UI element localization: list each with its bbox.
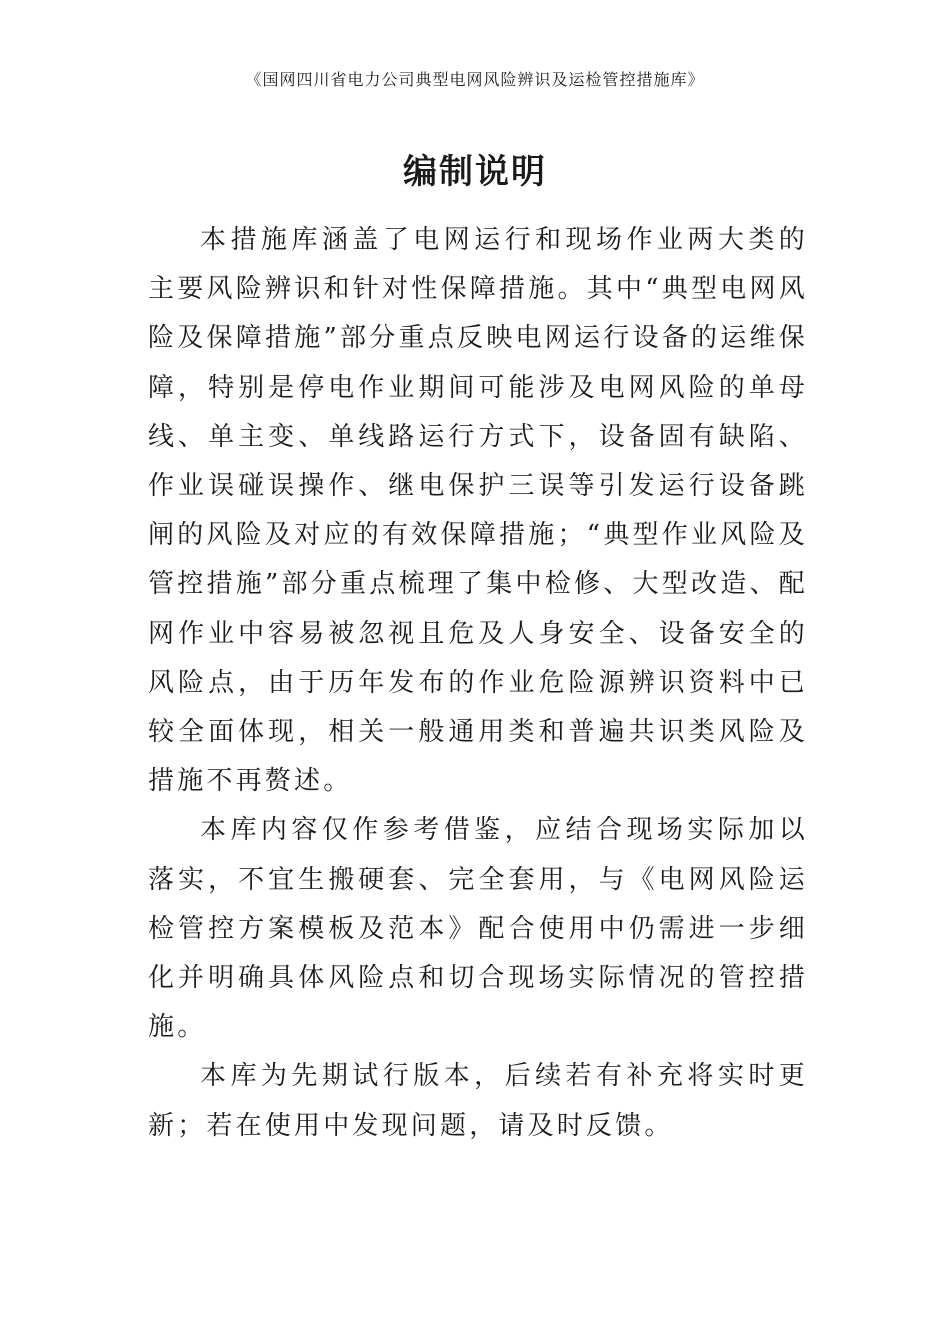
- page-title: 编制说明: [403, 152, 547, 192]
- document-body: [148, 216, 808, 1151]
- paragraph-usage: 本库内容仅作参考借鉴，应结合现场实际加以落实，不宜生搬硬套、完全套用，与《电网风险运检管控方案模板及范本》配合使用中仍需进一步细化并明确具体风险点和切合现场实际情况的管控措施。: [148, 815, 808, 1043]
- paragraph-version: 本库为先期试行版本，后续若有补充将实时更新；若在使用中发现问题，请及时反馈。: [148, 1061, 808, 1141]
- paragraph-scope: 本措施库涵盖了电网运行和现场作业两大类的主要风险辨识和针对性保障措施。其中“典型电网风险及保障措施”部分重点反映电网运行设备的运维保障，特别是停电作业期间可能涉及电网风险的单母线、单主变、单线路运行方式下，设备固有缺陷、作业误碰误操作、继电保护三误等引发运行设备跳闸的风险及对应的有效保障措施；“典型作业风险及管控措施”部分重点梳理了集中检修、大型改造、配网作业中容易被忽视且危及人身安全、设备安全的风险点，由于历年发布的作业危险源辨识资料中已较全面体现，相关一般通用类和普遍共识类风险及措施不再赘述。: [148, 225, 808, 797]
- running-header: 《国网四川省电力公司典型电网风险辨识及运检管控措施库》: [245, 70, 705, 89]
